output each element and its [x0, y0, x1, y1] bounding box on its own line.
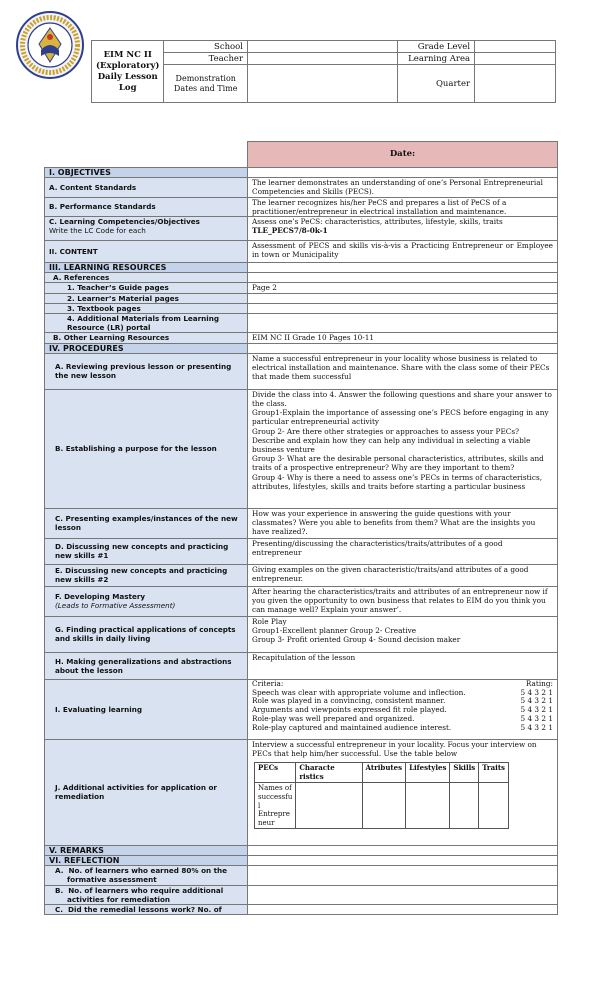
text-reviewing: Name a successful entrepreneur in your locality whose business is related to electrical installation and maintenance. Share with the class some of their PECs that made them successful [248, 353, 558, 389]
label-developing-mastery: F. Developing Mastery [55, 592, 146, 602]
label-evaluating: I. Evaluating learning [45, 679, 248, 739]
role-play-line: Role Play [252, 616, 287, 626]
grade-level-value [475, 41, 556, 53]
pecs-header: Skills [450, 763, 479, 783]
learning-area-value [475, 53, 556, 65]
learning-area-label: Learning Area [397, 53, 474, 65]
label-references: A. References [45, 273, 248, 283]
reflection-item: No. of learners who require additional activities for remediation [67, 885, 224, 904]
reflection-item: Did the remedial lessons work? No. of [68, 905, 222, 915]
criteria-label: Criteria: [252, 678, 284, 688]
label-other-resources: B. Other Learning Resources [45, 333, 248, 343]
text-competencies: Assess one’s PeCS: characteristics, attributes, lifestyle, skills, traits [252, 217, 503, 227]
reflection-letter: C. [55, 905, 64, 915]
label-practical-applications: G. Finding practical applications of concepts and skills in daily living [45, 616, 248, 652]
text-discussing-1: Presenting/discussing the characteristics/traits/attributes of a good entrepreneur [248, 538, 558, 564]
label-competencies: C. Learning Competencies/Objectives [49, 217, 200, 227]
school-value [248, 41, 398, 53]
rating-label: Rating: [525, 678, 553, 688]
text-performance-standards: The learner recognizes his/her PeCS and prepares a list of PeCS of a practitioner/entrepreneur in electrical installation and maintenance. [248, 197, 558, 216]
label-generalizations: H. Making generalizations and abstractions about the lesson [45, 652, 248, 679]
deped-seal-logo [15, 10, 85, 80]
text-additional-activities: Interview a successful entrepreneur in your locality. Focus your interview on PECs that help him/her successful. Use the table below [252, 739, 537, 759]
text-teachers-guide: Page 2 [248, 283, 558, 293]
pecs-cell [450, 783, 479, 829]
pecs-header: Atributes [362, 763, 406, 783]
teacher-label: Teacher [164, 53, 248, 65]
pecs-header: Lifestyles [406, 763, 450, 783]
school-label: School [164, 41, 248, 53]
label-purpose: B. Establishing a purpose for the lesson [45, 389, 248, 508]
section-remarks: V. REMARKS [45, 845, 248, 855]
purpose-line: Group 4- Why is there a need to assess one’s PECs in terms of characteristics, attributes, lifestyles, skills and traits before starting a particular business [252, 472, 543, 491]
criteria-row: 5 4 3 2 1 Role was played in a convincing, consistent manner. [252, 696, 553, 706]
pecs-cell [362, 783, 406, 829]
section-reflection: VI. REFLECTION [45, 856, 248, 866]
header-table [91, 40, 556, 103]
text-presenting-examples: How was your experience in answering the guide questions with your classmates? Were you able to benefits from them? What are the insights you have realized?. [248, 508, 558, 538]
text-discussing-2: Giving examples on the given characteristic/traits/and attributes of a good entrepreneur. [248, 564, 558, 586]
purpose-line: Group1-Explain the importance of assessing one’s PECS before engaging in any particular entrepreneurial activity [252, 408, 549, 427]
date-header: Date: [248, 142, 558, 168]
reflection-letter: A. [55, 866, 64, 876]
pecs-row-label: Names of successfu l Entrepre neur [255, 783, 296, 829]
text-lc-code: TLE_PECS7/8-0k-1 [252, 226, 328, 236]
label-teachers-guide: 1. Teacher’s Guide pages [45, 283, 248, 293]
reflection-letter: B. [55, 885, 64, 895]
label-discussing-1: D. Discussing new concepts and practicing new skills #1 [45, 538, 248, 564]
criteria-row: 5 4 3 2 1 Arguments and viewpoints expressed fit role played. [252, 705, 553, 715]
pecs-table [254, 762, 509, 829]
role-play-line: Group 3- Profit oriented Group 4- Sound decision maker [252, 635, 461, 645]
purpose-line: Group 3- What are the desirable personal characteristics, attributes, skills and traits of a prospective entrepreneur? Why are they important to them? [252, 454, 544, 473]
pecs-cell [479, 783, 509, 829]
text-generalizations: Recapitulation of the lesson [248, 652, 558, 679]
text-other-resources: EIM NC II Grade 10 Pages 10-11 [248, 333, 558, 343]
purpose-line: Group 2- Are there other strategies or approaches to assess your PECs? Describe and explain how they can help any individual in selecting a viable business venture [252, 426, 531, 455]
label-discussing-2: E. Discussing new concepts and practicing new skills #2 [45, 564, 248, 586]
purpose-line: Divide the class into 4. Answer the following questions and share your answer to the class. [252, 389, 552, 409]
section-procedures: IV. PROCEDURES [45, 343, 248, 353]
quarter-label: Quarter [397, 65, 474, 103]
text-content-standards: The learner demonstrates an understanding of one’s Personal Entrepreneurial Competencies and Skills (PECS). [248, 178, 558, 197]
criteria-row: 5 4 3 2 1 Speech was clear with appropriate volume and inflection. [252, 687, 553, 697]
grade-level-label: Grade Level [397, 41, 474, 53]
lesson-log-table [44, 141, 558, 915]
section-objectives: I. OBJECTIVES [45, 168, 248, 178]
role-play-line: Group1-Excellent planner Group 2- Creative [252, 626, 417, 636]
demo-dates-label: Demonstration Dates and Time [164, 65, 248, 103]
section-learning-resources: III. LEARNING RESOURCES [45, 263, 248, 273]
label-formative-note: (Leads to Formative Assessment) [55, 601, 176, 611]
text-content: Assessment of PECS and skills vis-à-vis a Practicing Entrepreneur or Employee in town or Municipality [248, 241, 558, 263]
label-additional-activities: J. Additional activities for application or remediation [45, 739, 248, 845]
criteria-row: 5 4 3 2 1 Role-play was well prepared and organized. [252, 714, 553, 724]
log-title: EIM NC II (Exploratory) Daily Lesson Log [92, 41, 164, 103]
text-developing-mastery: After hearing the characteristics/traits and attributes of an entrepreneur now if you given the opportunity to own business that relates to EIM do you think you can manage well? Explain your answer’. [248, 586, 558, 616]
quarter-value [475, 65, 556, 103]
label-learners-material: 2. Learner’s Material pages [45, 293, 248, 303]
pecs-cell [406, 783, 450, 829]
label-additional-materials: 4. Additional Materials from Learning Resource (LR) portal [45, 314, 248, 333]
pecs-header: PECs [255, 763, 296, 783]
reflection-item: No. of learners who earned 80% on the formative assessment [67, 866, 228, 885]
label-textbook: 3. Textbook pages [45, 303, 248, 313]
teacher-value [248, 53, 398, 65]
label-reviewing: A. Reviewing previous lesson or presenting the new lesson [45, 353, 248, 389]
pecs-header: Traits [479, 763, 509, 783]
label-lc-code-note: Write the LC Code for each [49, 226, 146, 236]
label-content-standards: A. Content Standards [45, 178, 248, 197]
label-performance-standards: B. Performance Standards [45, 197, 248, 216]
section-content: II. CONTENT [45, 241, 248, 263]
demo-dates-value [248, 65, 398, 103]
pecs-cell [296, 783, 362, 829]
criteria-row: 5 4 3 2 1 Role-play captured and maintained audience interest. [252, 722, 553, 732]
pecs-header: Characte ristics [296, 763, 362, 783]
label-presenting-examples: C. Presenting examples/instances of the new lesson [45, 508, 248, 538]
